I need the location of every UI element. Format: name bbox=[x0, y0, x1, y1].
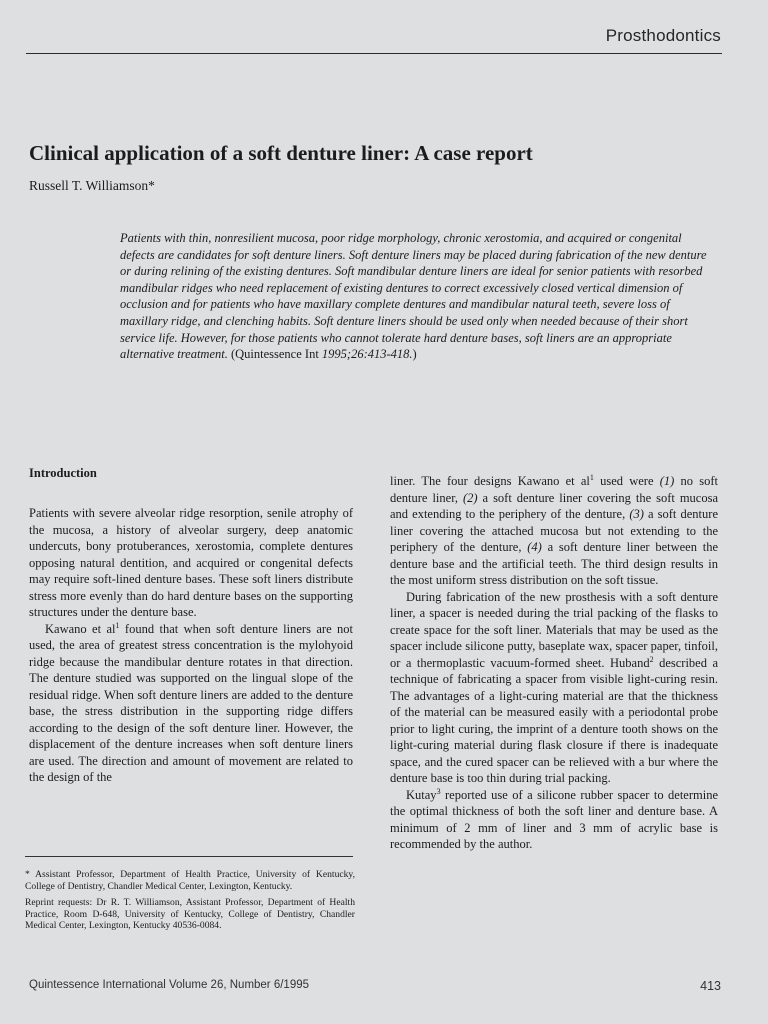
section-heading-introduction: Introduction bbox=[29, 466, 97, 480]
paragraph-text: liner. The four designs Kawano et al bbox=[390, 474, 590, 488]
body-paragraph bbox=[390, 787, 718, 853]
reference-superscript: 2 bbox=[649, 654, 654, 664]
citation-ref: 1995;26:413-418. bbox=[321, 347, 413, 362]
paragraph-text: no soft denture liner, bbox=[390, 474, 718, 505]
body-paragraph bbox=[29, 621, 353, 786]
paragraph-text: Kawano et al bbox=[45, 621, 116, 636]
left-column bbox=[29, 466, 353, 786]
article-title: Clinical application of a soft denture liner: A case report bbox=[29, 141, 533, 165]
paragraph-text: a soft denture liner covering the soft mucosa and extending to the periphery of the denture, bbox=[390, 490, 719, 521]
footnote-affiliation: * Assistant Professor, Department of Health Practice, University of Kentucky, College of Dentistry, Chandler Medical Center, Lexington, Kentucky. bbox=[25, 869, 355, 892]
reference-superscript: 3 bbox=[436, 786, 441, 796]
header-rule bbox=[26, 53, 722, 54]
paragraph-text: reported use of a silicone rubber spacer to determine the optimal thickness of both the soft liner and denture base. A minimum of 2 mm of liner and 3 mm of acrylic base is recommended by the author. bbox=[390, 787, 718, 851]
paragraph-text: described a technique of fabricating a spacer from visible light-curing resin. The advantages of a light-curing material are that the thickness of the material can be measured easily with a periodontal probe prior to light curing, the imprint of a denture tooth shows on the light-curing material during flask closure if there is inadequate space, and the cured spacer can be relieved with a bur where the denture base is too thin during trial packing. bbox=[390, 655, 718, 785]
paragraph-text: Kutay bbox=[406, 787, 437, 802]
footnote-reprint-requests: Reprint requests: Dr R. T. Williamson, Assistant Professor, Department of Health Practice, Room D-648, University of Kentucky, College of Dentistry, Chandler Medical Center, Lexington, Kentucky 40536-0084. bbox=[25, 897, 355, 932]
footnotes bbox=[25, 869, 355, 937]
citation-prefix: (Quintessence Int bbox=[227, 347, 322, 362]
reference-superscript: 1 bbox=[115, 620, 120, 630]
citation-suffix: ) bbox=[412, 347, 417, 362]
paragraph-text: used were bbox=[593, 474, 660, 488]
design-number: (3) bbox=[629, 507, 644, 521]
paragraph-text: a soft denture liner between the denture base and the artificial teeth. The third design results in the most uniform stress distribution on the soft tissue. bbox=[390, 540, 719, 587]
abstract-text: Patients with thin, nonresilient mucosa, poor ridge morphology, chronic xerostomia, and acquired or congenital defects are candidates for soft denture liners. Soft denture liners may be placed during fabrication of the new denture or during relining of the existing dentures. Soft mandibular denture liners are ideal for senior patients with resorbed mandibular ridges who need replacement of existing dentures to correct excessively closed vertical dimension of occlusion and for patients who have maxillary complete dentures and mandibular natural teeth, severe loss of maxillary ridge, and clenching habits. Soft denture liners should be used only when needed because of their short service life. However, for those patients who cannot tolerate hard denture bases, soft liners are an appropriate alternative treatment. bbox=[120, 231, 707, 362]
page-number: 413 bbox=[700, 979, 721, 993]
footnote-rule bbox=[25, 856, 353, 857]
journal-footer: Quintessence International Volume 26, Number 6/1995 bbox=[29, 979, 310, 991]
design-number: (1) bbox=[659, 474, 675, 488]
design-number: (4) bbox=[527, 540, 542, 554]
body-paragraph: Patients with severe alveolar ridge resorption, senile atrophy of the mucosa, a history of alveolar surgery, deep anatomic undercuts, bony protuberances, xerostomia, complete dentures opposing natural dentition, and acquired or congenital defects may require soft-lined denture bases. These soft liners distribute stress more evenly than do hard denture bases on the supporting structures under the denture base. bbox=[29, 506, 353, 619]
author-name: Russell T. Williamson* bbox=[29, 178, 155, 193]
right-column bbox=[390, 473, 718, 853]
body-paragraph bbox=[390, 589, 718, 787]
section-label: Prosthodontics bbox=[605, 26, 721, 45]
paragraph-text: found that when soft denture liners are not used, the area of greatest stress concentration is the mylohyoid ridge because the mandibular denture rotates in that direction. The denture studied was supported on the lingual slope of the residual ridge. When soft denture liners are added to the denture base, the stress distribution in the supporting ridge differs according to the design of the soft denture liner. However, the displacement of the denture increases when soft denture liners are used. The direction and amount of movement are related to the design of the bbox=[29, 621, 353, 784]
paragraph-text: a soft denture liner covering the attached mucosa but not extending to the periphery of the denture, bbox=[390, 507, 718, 554]
design-number: (2) bbox=[462, 490, 478, 505]
abstract bbox=[120, 230, 716, 363]
reference-superscript: 1 bbox=[589, 472, 594, 482]
paragraph-text: During fabrication of the new prosthesis with a soft denture liner, a spacer is needed during the trial packing of the flasks to create space for the soft liner. Materials that may be used as the spacer include silicone putty, baseplate wax, spacer paper, tinfoil, or a thermoplastic vacuum-formed sheet. Huband bbox=[390, 589, 718, 670]
body-paragraph bbox=[390, 473, 718, 589]
